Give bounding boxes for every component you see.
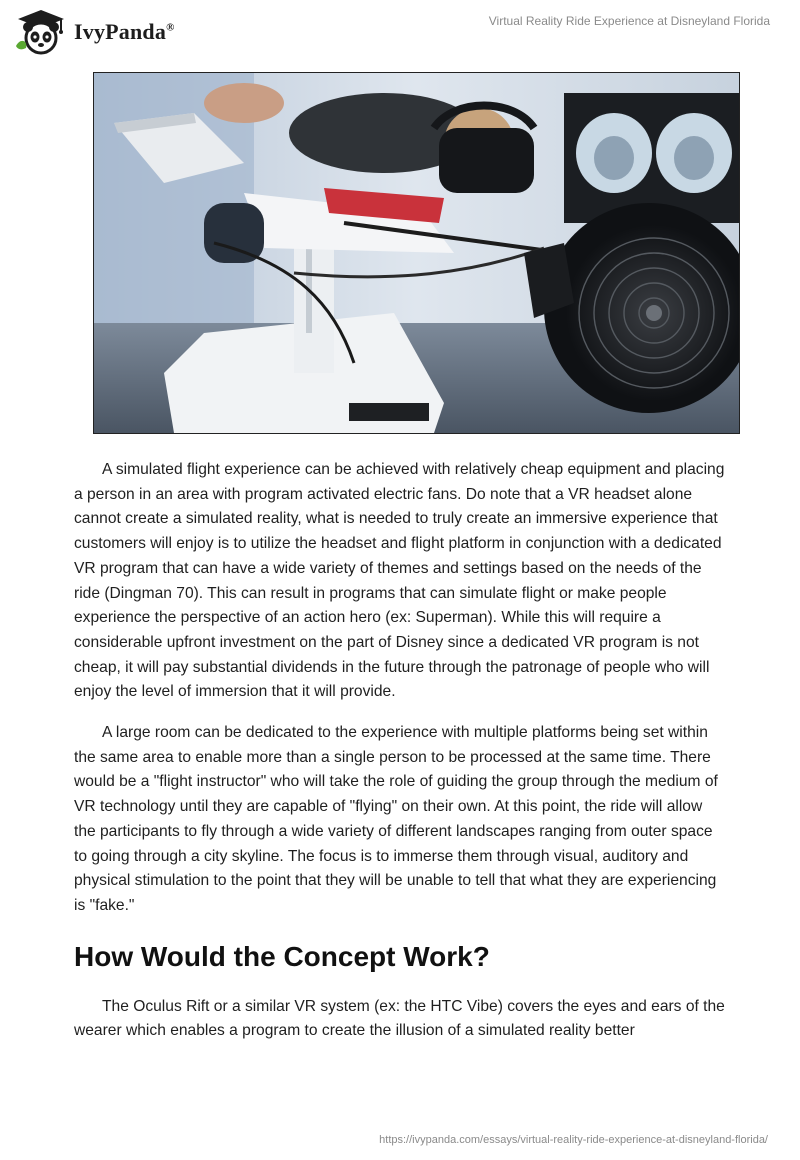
article-photo — [93, 72, 740, 434]
article-body — [74, 458, 728, 1060]
source-url[interactable]: https://ivypanda.com/essays/virtual-reality-ride-experience-at-disneyland-florida/ — [379, 1134, 768, 1146]
vr-flight-simulator-photo — [94, 73, 739, 433]
paragraph-3: The Oculus Rift or a similar VR system (ex: the HTC Vibe) covers the eyes and ears of the wearer which enables a program to create the illusion of a simulated reality better — [74, 997, 725, 1040]
paragraph-1: A simulated flight experience can be achieved with relatively cheap equipment and placing a person in an area with program activated electric fans. Do note that a VR headset alone cannot create a simulated reality, what is needed to truly create an immersive experience that customers will enjoy is to utilize the headset and flight platform in conjunction with a dedicated VR program that can have a wide variety of themes and settings based on the needs of the ride (Dingman 70). This can result in programs that can simulate flight or make people experience the perspective of an action hero (ex: Superman). While this will require a considerable upfront investment on the part of Disney since a dedicated VR program is not cheap, it will pay substantial dividends in the future through the patronage of people who will enjoy the level of immersion that it will provide. — [74, 461, 725, 701]
section-heading: How Would the Concept Work? — [74, 940, 490, 972]
ivypanda-logo[interactable] — [14, 8, 175, 56]
paragraph-2: A large room can be dedicated to the experience with multiple platforms being set within the same area to enable more than a single person to be processed at the same time. There would be a "flight instructor" who will take the role of guiding the group through the medium of VR technology until they are capable of "flying" on their own. At this point, the ride will allow the participants to fly through a wide variety of different landscapes ranging from outer space to going through a city skyline. The focus is to immerse them through visual, auditory and physical stimulation to the point that they will be unable to tell that what they are experiencing is "fake." — [74, 724, 718, 914]
document-title: Virtual Reality Ride Experience at Disneyland Florida — [488, 14, 770, 28]
logo-wordmark: IvyPanda® — [74, 19, 175, 44]
panda-graduate-icon — [14, 8, 68, 56]
page-header — [0, 0, 800, 64]
